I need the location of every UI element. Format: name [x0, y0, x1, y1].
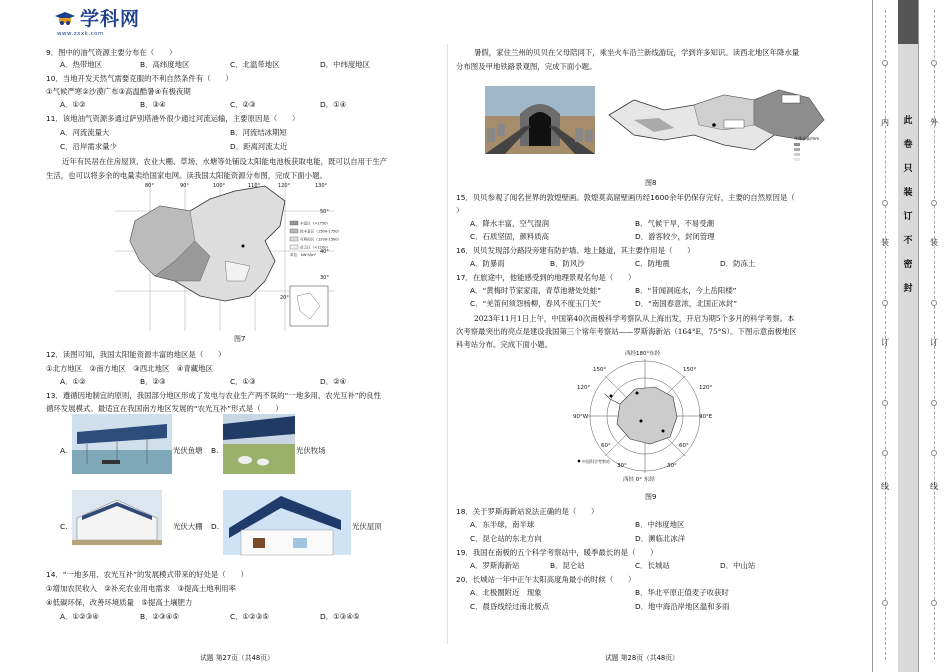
q19-stem: 19．我国在南极的五个科学考察站中，暖季最长的是（ ） [456, 548, 658, 557]
binding-notice-char: 封 [903, 284, 913, 294]
fig8-legend-title: 年降水量/mm [794, 136, 820, 141]
fig9-label: 60° [679, 443, 689, 449]
fig9-label: 西经180°东经 [625, 351, 661, 357]
binding-inner-text: 装 [881, 238, 889, 247]
q13-stem-2: 循环发展模式。最适宜在我国南方地区发展的“农光互补”形式是（ ） [46, 404, 283, 413]
option[interactable]: B．防风沙 [550, 259, 585, 268]
fig7-lon-label: 130° [315, 183, 328, 189]
fig9-antarctic-map [575, 349, 715, 484]
binding-line [918, 0, 919, 672]
binding-hole [882, 60, 888, 66]
binding-outer-text: 外 [930, 118, 938, 127]
option[interactable]: C．晨昏线经过南北极点 [470, 602, 550, 611]
binding-hole [882, 600, 888, 606]
binding-line [872, 0, 873, 672]
q13-option-b-letter[interactable]: B. [211, 446, 219, 455]
photo-solar-pasture [223, 414, 295, 474]
option[interactable]: C．②③ [230, 100, 256, 109]
q14-stem: 14．“一地多用、农光互补”的发展模式带来的好处是（ ） [46, 570, 248, 579]
q10-options [60, 100, 400, 110]
fig9-label: 30° [667, 463, 677, 469]
q20-options-2 [470, 602, 800, 612]
option[interactable]: D．濒临北冰洋 [635, 534, 686, 543]
q13-option-a-letter[interactable]: A. [60, 446, 68, 455]
passage-antarctic-1: 2023年11月1日上午，中国第40次南极科学考察队从上海出发，开启为期5个多月的科学考察。本 [474, 314, 795, 323]
binding-hole [931, 400, 937, 406]
fig9-label: 90°W [573, 414, 589, 420]
q13-option-c-letter[interactable]: C. [60, 522, 68, 531]
fig7-caption: 图7 [234, 335, 246, 343]
q20-options-1 [470, 588, 800, 598]
binding-hole [882, 450, 888, 456]
q10-items: ①气候严寒②沙漠广布③高温酷暑④有极夜期 [46, 87, 191, 96]
passage-antarctic-2: 次考察最突出的亮点是建设我国第三个常年考察站——罗斯海新站（164°E，75°S）。下图示意南极地区 [456, 327, 797, 336]
fig7-legend-item: 丰富区（>1750） [300, 221, 331, 226]
q13-stem-1: 13．遵循因地制宜的原则，我国部分地区形成了发电与农业生产两不误的“一地多用、农光互补”的良性 [46, 391, 381, 400]
binding-notice-band [898, 0, 918, 672]
option[interactable]: C．北温带地区 [230, 60, 280, 69]
binding-hole [931, 60, 937, 66]
option[interactable]: B．昆仑站 [550, 561, 585, 570]
logo-icon [54, 11, 76, 27]
option[interactable]: A．东半球，南半球 [470, 520, 535, 529]
option[interactable]: D．①④ [320, 100, 347, 109]
binding-inner-text: 内 [881, 118, 889, 127]
q9-options [60, 60, 400, 70]
binding-hole [931, 600, 937, 606]
option[interactable]: B．气候干旱，不易受潮 [635, 219, 714, 228]
option[interactable]: D．地中海沿岸地区温和多雨 [635, 602, 730, 611]
fig9-label: 120° [577, 385, 591, 391]
q17-stem: 17．在旅途中，他能感受到的地理景观名句是（ ） [456, 273, 636, 282]
fig7-lon-label: 80° [145, 183, 154, 189]
q20-stem: 20．长城站一年中正午太阳高度角最小的时候（ ） [456, 575, 636, 584]
fig9-label: 90°E [699, 414, 713, 420]
option[interactable]: B．②③ [140, 377, 166, 386]
q14-options [60, 612, 400, 622]
option[interactable]: D．中纬度地区 [320, 60, 371, 69]
q14-items-1: ①增加农民收入 ②补充农业用电需求 ③提高土地利用率 [46, 584, 236, 593]
option[interactable]: D．①③④⑤ [320, 612, 360, 621]
fig7-lon-label: 100° [213, 183, 226, 189]
fig7-lon-label: 120° [278, 183, 291, 189]
option[interactable]: C．①③ [230, 377, 256, 386]
option[interactable]: C．防地震 [635, 259, 670, 268]
fig9-caption: 图9 [645, 493, 657, 501]
fig8-railway-photo [485, 86, 595, 154]
option[interactable]: B．高纬度地区 [140, 60, 190, 69]
fig7-solar-map [115, 181, 342, 331]
binding-hole [931, 300, 937, 306]
option[interactable]: A．降水丰富，空气湿润 [470, 219, 549, 228]
option[interactable]: C．石质坚固，颜料质高 [470, 232, 550, 241]
fig9-label: 150° [593, 367, 607, 373]
option[interactable]: B．华北平原正值麦子收获时 [635, 588, 729, 597]
q9-stem: 9．图中的油气资源主要分布在（ ） [46, 48, 177, 57]
fig9-label: 30° [617, 463, 627, 469]
photo-solar-greenhouse [72, 490, 162, 545]
passage-solar-1: 近年有民居在住房屋顶、农业大棚、草场、水塘等处铺设太阳能电池板获取电能，既可以自用于生产 [62, 157, 388, 166]
fig9-label: 150° [683, 367, 697, 373]
q19-options [470, 561, 800, 571]
passage-lanxin-2: 分布图及甲地铁路景观图，完成下面小题。 [456, 62, 597, 71]
fig9-label: 西经 0° 东经 [623, 477, 655, 483]
fig7-lat-label: 30° [320, 275, 329, 281]
fig9-label: 60° [601, 443, 611, 449]
option[interactable]: C．长城站 [635, 561, 670, 570]
fig7-lat-label: 20° [280, 295, 289, 301]
fig7-lat-label: 40° [320, 249, 329, 255]
option[interactable]: D．距离河流太近 [230, 142, 288, 151]
binding-notice-char: 只 [903, 164, 913, 174]
option[interactable]: A．①② [60, 100, 86, 109]
q15-stem: 15．贝贝参观了闻名世界的敦煌壁画。敦煌莫高窟壁画历经1600余年仍保存完好，主要的自然原因是（ [456, 193, 795, 202]
binding-notice-char: 卷 [903, 140, 913, 150]
passage-solar-2: 生活，也可以将多余的电量卖给国家电网。读我国太阳能资源分布图，完成下面小题。 [46, 171, 327, 180]
q11-stem: 11．该地油气资源多通过萨别塔港外很少通过河流运输，主要原因是（ ） [46, 114, 300, 123]
q15-options-1 [470, 219, 800, 229]
q12-items: ①北方地区 ②南方地区 ③西北地区 ④青藏地区 [46, 364, 213, 373]
binding-notice-char: 密 [903, 260, 913, 270]
fig8-caption: 图8 [645, 179, 657, 187]
binding-inner-text: 订 [881, 338, 889, 347]
binding-outer-text: 装 [930, 238, 938, 247]
fig7-legend-item: 较丰富区（1500-1750） [300, 229, 342, 234]
passage-lanxin-1: 暑假，家住兰州的贝贝在父母陪同下，乘坐火车沿兰新线游玩，学到许多知识。读西北地区年降水量 [474, 48, 800, 57]
q13-option-d-label[interactable]: 光伏屋顶 [352, 522, 382, 531]
binding-hole [931, 200, 937, 206]
option[interactable]: A．①② [60, 377, 86, 386]
q13-option-a-label[interactable]: 光伏鱼塘 [173, 446, 203, 455]
option[interactable]: A．①②③④ [60, 612, 99, 621]
binding-hole [931, 450, 937, 456]
option[interactable]: D．防冻土 [720, 259, 756, 268]
option[interactable]: C．昆仑站的东北方向 [470, 534, 542, 543]
fig7-lat-label: 50° [320, 209, 329, 215]
option[interactable]: B．中纬度地区 [635, 520, 685, 529]
fig7-legend-unit: 单位：kW·h/m² [290, 253, 316, 257]
fig7-legend-item: 可利用区（1200-1500） [300, 237, 342, 242]
option[interactable]: D．游客较少，封闭管理 [635, 232, 715, 241]
passage-antarctic-3: 科考站分布。完成下面小题。 [456, 340, 553, 349]
q10-stem: 10．当地开发天然气需要克服的不利自然条件有（ ） [46, 74, 233, 83]
option[interactable]: A．防暴雨 [470, 259, 505, 268]
fig8-northwest-precip-map [604, 80, 834, 170]
option[interactable]: C．①②③⑤ [230, 612, 270, 621]
option[interactable]: B．③④ [140, 100, 166, 109]
q17-options-2 [470, 299, 800, 309]
option[interactable]: D．“南国春意浓，北国正冰封” [635, 299, 738, 308]
q18-options-2 [470, 534, 800, 544]
binding-inner-text: 线 [881, 482, 889, 491]
q16-stem: 16．贝贝发现部分路段旁建有防护墙、地上隧道，其主要作用是（ ） [456, 246, 695, 255]
fig9-legend: 中国科学考察站 [582, 459, 610, 464]
q11-options-2 [60, 142, 400, 152]
q15-stem-end: ） [456, 206, 464, 215]
q17-options-1 [470, 286, 800, 296]
photo-solar-fishpond [72, 414, 172, 474]
option[interactable]: D．中山站 [720, 561, 756, 570]
option[interactable]: A．河流流量大 [60, 128, 110, 137]
binding-outer-text: 线 [930, 482, 938, 491]
option[interactable]: A．“黄梅时节家家雨，青草池塘处处蛙” [470, 286, 601, 295]
q13-option-b-label[interactable]: 光伏牧场 [296, 446, 326, 455]
q12-options [60, 377, 400, 387]
photo-solar-rooftop [223, 490, 351, 555]
q13-option-c-label[interactable]: 光伏大棚 [173, 522, 203, 531]
binding-notice-char: 装 [903, 188, 913, 198]
q18-options-1 [470, 520, 800, 530]
binding-outer-text: 订 [930, 338, 938, 347]
q14-items-2: ④低碳环保，改善环境质量 ⑤提高土壤肥力 [46, 598, 193, 607]
option[interactable]: B．②③④⑤ [140, 612, 179, 621]
binding-notice-char: 不 [903, 236, 913, 246]
q18-stem: 18．关于罗斯海新站说法正确的是（ ） [456, 507, 599, 516]
option[interactable]: B．河流结冰期短 [230, 128, 287, 137]
fig9-label: 120° [699, 385, 713, 391]
q13-option-d-letter[interactable]: D. [211, 522, 220, 531]
option[interactable]: A．热带地区 [60, 60, 103, 69]
q11-options-1 [60, 128, 400, 138]
option[interactable]: A．罗斯海新站 [470, 561, 520, 570]
binding-hole [882, 200, 888, 206]
binding-hole [882, 400, 888, 406]
footer-right: 试题 第28页（共48页） [605, 654, 679, 662]
option[interactable]: C．“羌笛何须怨杨柳，春风不度玉门关” [470, 299, 602, 308]
fig7-lon-label: 90° [180, 183, 189, 189]
logo-text: 学科网 [80, 8, 141, 30]
q12-stem: 12．读图可知，我国太阳能资源丰富的地区是（ ） [46, 350, 226, 359]
binding-notice-char: 订 [903, 212, 913, 222]
fig7-legend-item: 贫乏区（<1200） [300, 245, 331, 250]
outer-cut-line [934, 10, 935, 660]
column-divider [447, 44, 448, 644]
option[interactable]: B．“昔闻洞庭水，今上岳阳楼” [635, 286, 737, 295]
binding-hole [882, 300, 888, 306]
logo [54, 10, 140, 28]
option[interactable]: D．②④ [320, 377, 347, 386]
binding-notice-top [898, 0, 918, 44]
binding-notice-char: 此 [903, 116, 913, 126]
option[interactable]: C．沿岸需求量少 [60, 142, 117, 151]
footer-left: 试题 第27页（共48页） [200, 654, 274, 662]
logo-url: www.zxxk.com [57, 31, 104, 37]
q16-options [470, 259, 800, 269]
q15-options-2 [470, 232, 800, 242]
inner-cut-line [885, 10, 886, 660]
fig7-lon-label: 110° [248, 183, 261, 189]
option[interactable]: A．北极圈附近 现象 [470, 588, 542, 597]
